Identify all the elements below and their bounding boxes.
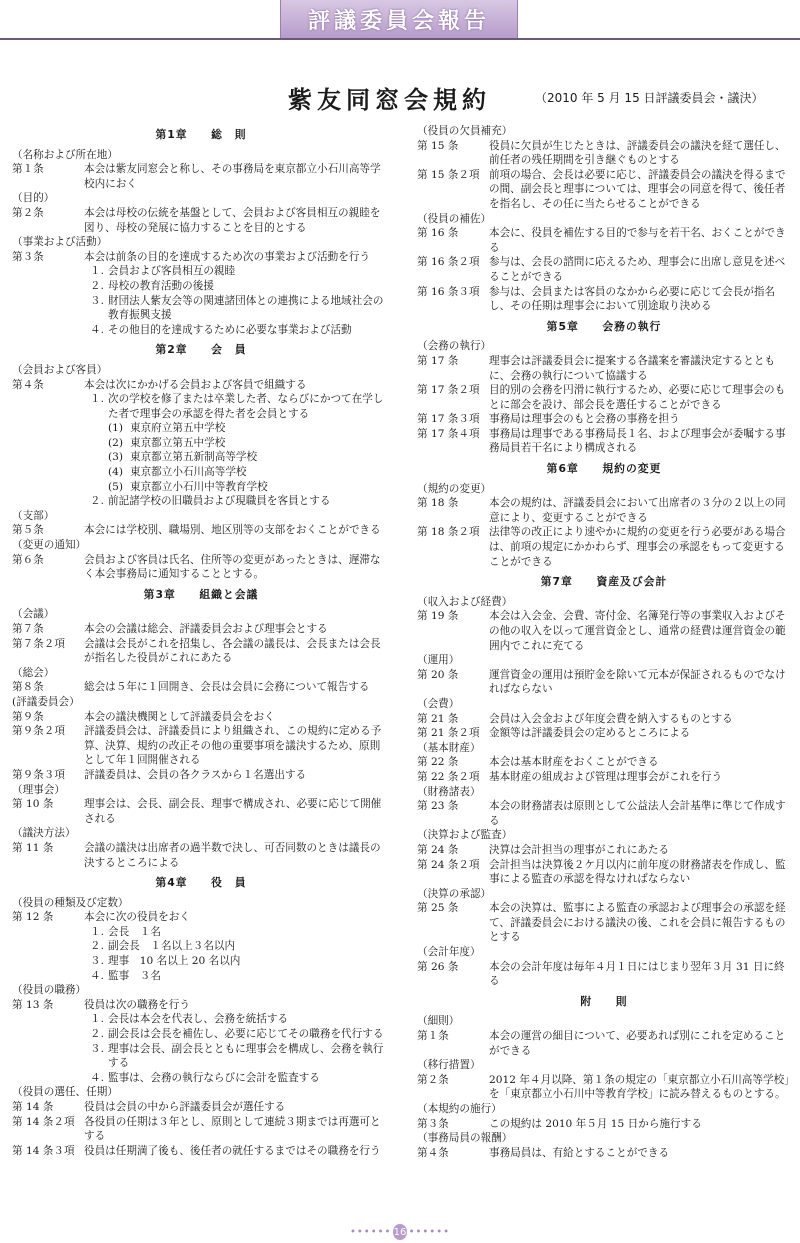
header-rule (0, 38, 800, 40)
item-text: 東京都立第五新制高等学校 (130, 451, 258, 464)
article-label: 第 22 条２項 (417, 770, 480, 783)
chapter-heading: 第2章 会 員 (155, 343, 247, 357)
article-label: 第４条 (12, 378, 44, 391)
article-label: 第９条 (12, 710, 44, 723)
article-label: 第 18 条 (417, 497, 459, 510)
list-item (12, 1042, 390, 1071)
article-label: 第 17 条２項 (417, 384, 480, 397)
article (417, 770, 791, 785)
article (417, 1117, 791, 1132)
item-number: ４. (90, 969, 104, 982)
article-label: 第 13 条 (12, 998, 54, 1011)
item-number: ２. (90, 1028, 104, 1041)
page-number: 16 (393, 1224, 406, 1240)
article-text: 金額等は評議委員会の定めるところによる (489, 727, 691, 740)
article-caption: （会費） (417, 697, 460, 710)
article-text: 事務局は理事会のもと会務の事務を担う (489, 413, 680, 426)
item-text: 会長 １名 (108, 925, 161, 938)
article-text: 本会は入会金、会費、寄付金、名簿発行等の事業収入およびその他の収入を以って運営資金とし、通常の経費は運営資金の範囲内でこれに充てる (489, 610, 786, 652)
article (417, 858, 791, 887)
article (417, 496, 791, 525)
article-caption: （決算および監査） (417, 829, 513, 842)
article (12, 768, 390, 783)
article-label: 第９条２項 (12, 725, 65, 738)
article-text: 会員および客員は氏名、住所等の変更があったときは、遅滞なく本会事務局に通知することとする。 (84, 553, 381, 581)
item-number: １. (90, 1013, 104, 1026)
article (12, 680, 390, 695)
article-text: 参与は、会長の諮問に応えるため、理事会に出席し意見を述べることができる (489, 256, 786, 283)
chapter-heading: 第5章 会務の執行 (546, 319, 662, 333)
item-number: (3) (108, 451, 124, 464)
article-text: 本会の会議は総会、評議委員会および理事会とする (84, 623, 328, 635)
article-label: 第６条 (12, 553, 44, 566)
article-label: 第７条 (12, 623, 44, 635)
item-number: (1) (108, 422, 124, 435)
article-label: 第 25 条 (417, 902, 459, 915)
article-label: 第 15 条２項 (417, 168, 480, 181)
article-label: 第９条３項 (12, 768, 65, 781)
article-text: 会計担当は決算後２ケ月以内に前年度の財務諸表を作成し、監事による監査の承認を得なければならない (489, 858, 786, 886)
article (417, 755, 791, 770)
article-text: この規約は 2010 年５月 15 日から施行する (489, 1117, 702, 1130)
section-banner: 評議委員会報告 (280, 0, 518, 39)
article-text: 役員は次の職務を行う (84, 998, 190, 1011)
article (417, 139, 791, 168)
item-text: 東京都立第五中学校 (130, 436, 226, 449)
article (417, 712, 791, 727)
article-caption: （理事会） (12, 783, 65, 796)
item-number: (4) (108, 466, 124, 479)
article-text: 評議委員会は、評議委員により組織され、この規約に定める予算、決算、規約の改正その他の重要事項を議決するため、原則として年１回開催される (84, 725, 382, 767)
article-caption: （財務諸表） (417, 785, 481, 798)
article-text: 役員は任期満了後も、後任者の就任するまではその職務を行う (84, 1144, 381, 1157)
item-number: ２. (90, 495, 104, 508)
article (12, 998, 390, 1013)
article-caption: （細則） (417, 1015, 460, 1028)
article-caption: （目的） (12, 192, 55, 205)
article-text: 本会は次にかかげる会員および客員で組織する (84, 378, 307, 391)
item-number: ２. (90, 279, 104, 292)
article-label: 第 12 条 (12, 911, 54, 924)
article-label: 第 11 条 (12, 841, 54, 854)
article (12, 250, 390, 265)
article-text: 本会は前条の目的を達成するため次の事業および活動を行う (84, 250, 371, 263)
article (417, 525, 791, 569)
article-text: 2012 年４月以降、第１条の規定の「東京都立小石川高等学校」を「東京都立小石川中等教育学校」に読み替えるものとする。 (489, 1073, 790, 1101)
article-text: 理事会は、会長、副会長、理事で構成され、必要に応じて開催される (84, 798, 382, 825)
list-item (12, 1012, 390, 1027)
article-label: 第 22 条 (417, 756, 459, 769)
article-caption: （移行措置） (417, 1059, 481, 1072)
article-caption: （決算の承認） (417, 887, 492, 900)
document-title: 紫友同窓会規約 (288, 86, 491, 114)
article-text: 本会には学校別、職場別、地区別等の支部をおくことができる (84, 524, 381, 537)
article-label: 第 18 条２項 (417, 526, 480, 539)
list-item (12, 294, 390, 323)
sub-item (12, 465, 390, 480)
list-item (12, 392, 390, 421)
article-text: 会議の議決は出席者の過半数で決し、可否同数のときは議長の決するところによる (84, 841, 381, 869)
article (417, 168, 791, 212)
article-caption: （変更の通知） (12, 539, 87, 552)
article-text: 法律等の改正により速やかに規約の変更を行う必要がある場合は、前項の規定にかかわらず、理事会の承認をもって変更することができる (489, 526, 786, 568)
article-text: 本会の議決機関として評議委員会をおく (84, 710, 275, 723)
article (12, 523, 390, 538)
article-caption: （事業および活動） (12, 236, 108, 249)
article-text: 各役員の任期は３年とし、原則として連続３期までは再選可とする (84, 1115, 381, 1143)
item-text: 前記諸学校の旧職員および現職員を客員とする (108, 495, 331, 508)
article-caption: （役員の職務） (12, 984, 87, 997)
article-text: 運営資金の運用は預貯金を除いて元本が保証されるものでなければならない (489, 668, 786, 696)
article (417, 427, 791, 456)
item-text: 財団法人紫友会等の関連諸団体との連携による地域社会の教育振興支援 (108, 294, 384, 322)
article-text: 参与は、会員または客員のなかから必要に応じて会長が指名し、その任期は理事会において別途取り決める (489, 285, 776, 313)
article (12, 637, 390, 666)
article-label: 第 21 条２項 (417, 727, 480, 740)
chapter-heading: 第7章 資産及び会計 (540, 575, 668, 589)
article-label: 第 20 条 (417, 668, 459, 681)
sub-item (12, 421, 390, 436)
item-text: 次の学校を修了または卒業した者、ならびにかつて在学した者で理事会の承認を得た者を会員とする (108, 393, 384, 420)
item-number: １. (90, 393, 104, 406)
article-label: 第２条 (12, 206, 44, 219)
article (12, 797, 390, 826)
list-item (12, 494, 390, 509)
article-text: 本会の規約は、評議委員会において出席者の３分の２以上の同意により、変更することができる (489, 497, 786, 524)
item-text: 理事は会長、副会長とともに理事会を構成し、会務を執行する (108, 1042, 384, 1070)
article (417, 226, 791, 255)
item-text: 東京府立第五中学校 (130, 422, 226, 435)
article-text: 前項の場合、会長は必要に応じ、評議委員会の議決を得るまでの間、副会長と理事については、理事会の同意を得て、後任者を指名し、その任に当たらせることができる (489, 168, 786, 210)
item-number: ４. (90, 323, 104, 336)
document-subtitle: （2010 年 5 月 15 日評議委員会・議決） (535, 91, 764, 105)
article-text: 理事会は評議委員会に提案する各議案を審議決定するとともに、会務の執行について協議する (489, 354, 776, 382)
article-caption: （議決方法） (12, 827, 76, 840)
article-text: 役員は会員の中から評議委員会が選任する (84, 1101, 286, 1113)
article-label: 第１条 (12, 163, 44, 176)
article (417, 668, 791, 697)
article-text: 本会の会計年度は毎年４月１日にはじまり翌年３月 31 日に終る (489, 960, 785, 988)
article-caption: （運用） (417, 654, 460, 667)
article-label: 第 14 条３項 (12, 1144, 75, 1157)
article-caption: （支部） (12, 509, 55, 522)
article-text: 本会の財務諸表は原則として公益法人会計基準に準じて作成する (489, 800, 786, 827)
article-label: 第 17 条 (417, 354, 459, 367)
article-label: 第２条 (417, 1073, 449, 1086)
sub-item (12, 480, 390, 495)
article-text: 事務局員は、有給とすることができる (489, 1146, 670, 1159)
article (12, 1115, 390, 1144)
article-label: 第 26 条 (417, 960, 459, 973)
chapter-heading: 第3章 組織と会議 (143, 587, 259, 601)
article-text: 本会の決算は、監事による監査の承認および理事会の承認を経て、評議委員会における議決の後、これを会員に報告するものとする (489, 902, 786, 944)
article (12, 622, 390, 637)
chapter-heading: 第6章 規約の変更 (546, 462, 662, 476)
list-item (12, 969, 390, 984)
article-caption: (評議委員会） (12, 695, 80, 708)
article-text: 基本財産の組成および管理は理事会がこれを行う (489, 770, 723, 783)
article-caption: （本規約の施行） (417, 1103, 502, 1115)
article (12, 206, 390, 235)
article-label: 第 15 条 (417, 139, 459, 152)
article (12, 841, 390, 870)
article (417, 843, 791, 858)
item-text: 母校の教育活動の後援 (108, 279, 214, 292)
article-text: 本会は基本財産をおくことができる (489, 756, 659, 769)
left-column (12, 126, 390, 1158)
article-caption: （事務局員の報酬） (417, 1132, 513, 1145)
article-label: 第 21 条 (417, 712, 459, 725)
list-item (12, 925, 390, 940)
article-caption: （会務の執行） (417, 340, 492, 353)
article (12, 1144, 390, 1159)
article (12, 724, 390, 768)
article-text: 本会に次の役員をおく (84, 911, 190, 924)
item-text: 副会長は会長を補佐し、必要に応じてその職務を代行する (108, 1028, 384, 1041)
article-label: 第 14 条 (12, 1101, 54, 1113)
item-number: ３. (90, 294, 104, 307)
article (417, 726, 791, 741)
item-number: ３. (90, 955, 104, 968)
article-label: 第 23 条 (417, 800, 459, 813)
article (417, 960, 791, 989)
article-text: 目的別の会務を円滑に執行するため、必要に応じて理事会のもとに部会を設け、部会長を選任することができる (489, 384, 786, 411)
article-label: 第 14 条２項 (12, 1115, 75, 1128)
item-text: 会員および客員相互の親睦 (108, 265, 236, 278)
list-item (12, 954, 390, 969)
article-caption: （会員および客員） (12, 363, 108, 376)
article (12, 162, 390, 191)
article-label: 第 24 条 (417, 843, 459, 856)
item-number: (2) (108, 436, 124, 449)
article-label: 第 10 条 (12, 798, 54, 811)
article-text: 決算は会計担当の理事がこれにあたる (489, 843, 670, 856)
article (12, 1100, 390, 1115)
list-item (12, 323, 390, 338)
article-text: 事務局は理事である事務局長１名、および理事会が委嘱する事務局員若干名により構成される (489, 427, 786, 455)
item-text: 東京都立小石川高等学校 (130, 466, 247, 479)
article-caption: （総会） (12, 666, 55, 679)
article (417, 285, 791, 314)
article-label: 第５条 (12, 524, 44, 537)
article (417, 354, 791, 383)
article-label: 第 19 条 (417, 610, 459, 623)
item-text: 理事 10 名以上 20 名以内 (108, 955, 241, 968)
article-label: 第３条 (417, 1117, 449, 1130)
article-caption: （役員の選任、任期） (12, 1086, 118, 1099)
article-caption: （会計年度） (417, 946, 481, 959)
article-label: 第 16 条２項 (417, 256, 480, 269)
article (12, 710, 390, 725)
dot-ornament-right: •••••• (408, 1226, 450, 1238)
chapter-heading: 第1章 総 則 (155, 128, 247, 141)
article-label: 第 17 条３項 (417, 413, 480, 426)
item-text: 会長は本会を代表し、会務を統括する (108, 1013, 289, 1026)
list-item (12, 264, 390, 279)
article (12, 553, 390, 582)
article (417, 1029, 791, 1058)
list-item (12, 939, 390, 954)
article-caption: （基本財産） (417, 741, 481, 754)
article-label: 第 24 条２項 (417, 858, 480, 871)
article-label: 第 16 条３項 (417, 285, 480, 298)
article-label: 第７条２項 (12, 637, 65, 650)
list-item (12, 1027, 390, 1042)
item-number: ４. (90, 1071, 104, 1084)
article-label: 第８条 (12, 681, 44, 694)
article-text: 役員に欠員が生じたときは、評議委員会の議決を経て選任し、前任者の残任期間を引き継ぐものとする (489, 139, 786, 167)
dot-ornament-left: •••••• (350, 1226, 392, 1238)
item-number: １. (90, 925, 104, 938)
article-text: 本会は母校の伝統を基盤として、会員および客員相互の親睦を図り、母校の発展に協力することを目的とする (84, 206, 381, 234)
article-text: 本会は紫友同窓会と称し、その事務局を東京都立小石川高等学校内におく (84, 163, 381, 190)
article-caption: （名称および所在地） (12, 148, 118, 161)
chapter-heading: 第4章 役 員 (155, 876, 247, 890)
article-text: 会員は入会金および年度会費を納入するものとする (489, 712, 733, 725)
article (417, 383, 791, 412)
article (417, 255, 791, 284)
item-number: (5) (108, 480, 124, 493)
article-caption: （収入および経費） (417, 595, 513, 608)
article-label: 第 17 条４項 (417, 427, 480, 440)
article-label: 第３条 (12, 250, 44, 263)
article-caption: （会議） (12, 608, 55, 621)
item-text: 監事は、会務の執行ならびに会計を監査する (108, 1071, 320, 1084)
article-caption: （役員の補佐） (417, 212, 492, 225)
article-caption: （役員の欠員補充） (417, 125, 513, 137)
item-number: ２. (90, 940, 104, 953)
right-column (417, 124, 791, 1160)
article (417, 412, 791, 427)
article-text: 評議委員は、会員の各クラスから１名選出する (84, 768, 307, 781)
list-item (12, 279, 390, 294)
sub-item (12, 450, 390, 465)
supplementary-heading: 附 則 (580, 994, 628, 1008)
page-footer (350, 1224, 450, 1240)
article (417, 609, 791, 653)
article (417, 1146, 791, 1161)
article (417, 1073, 791, 1102)
article-text: 総会は５年に１回開き、会長は会員に会務について報告する (84, 681, 370, 694)
article (417, 799, 791, 828)
item-text: 副会長 １名以上３名以内 (108, 940, 236, 953)
item-text: その他目的を達成するために必要な事業および活動 (108, 323, 352, 336)
article-label: 第１条 (417, 1030, 449, 1043)
article-caption: （役員の種類及び定数） (12, 896, 129, 909)
article-caption: （規約の変更） (417, 482, 492, 495)
article (12, 910, 390, 925)
article-text: 会議は会長がこれを招集し、各会議の議長は、会長または会長が指名した役員がこれにあたる (84, 637, 381, 665)
item-number: １. (90, 265, 104, 278)
item-text: 監事 ３名 (108, 969, 161, 982)
article-label: 第４条 (417, 1146, 449, 1159)
article-label: 第 16 条 (417, 227, 459, 240)
list-item (12, 1071, 390, 1086)
article-text: 本会の運営の細目について、必要あれば別にこれを定めることができる (489, 1030, 786, 1057)
article (417, 901, 791, 945)
article-text: 本会に、役員を補佐する目的で参与を若干名、おくことができる (489, 227, 786, 254)
sub-item (12, 436, 390, 451)
item-number: ３. (90, 1042, 104, 1055)
item-text: 東京都立小石川中等教育学校 (130, 480, 268, 493)
article (12, 378, 390, 393)
